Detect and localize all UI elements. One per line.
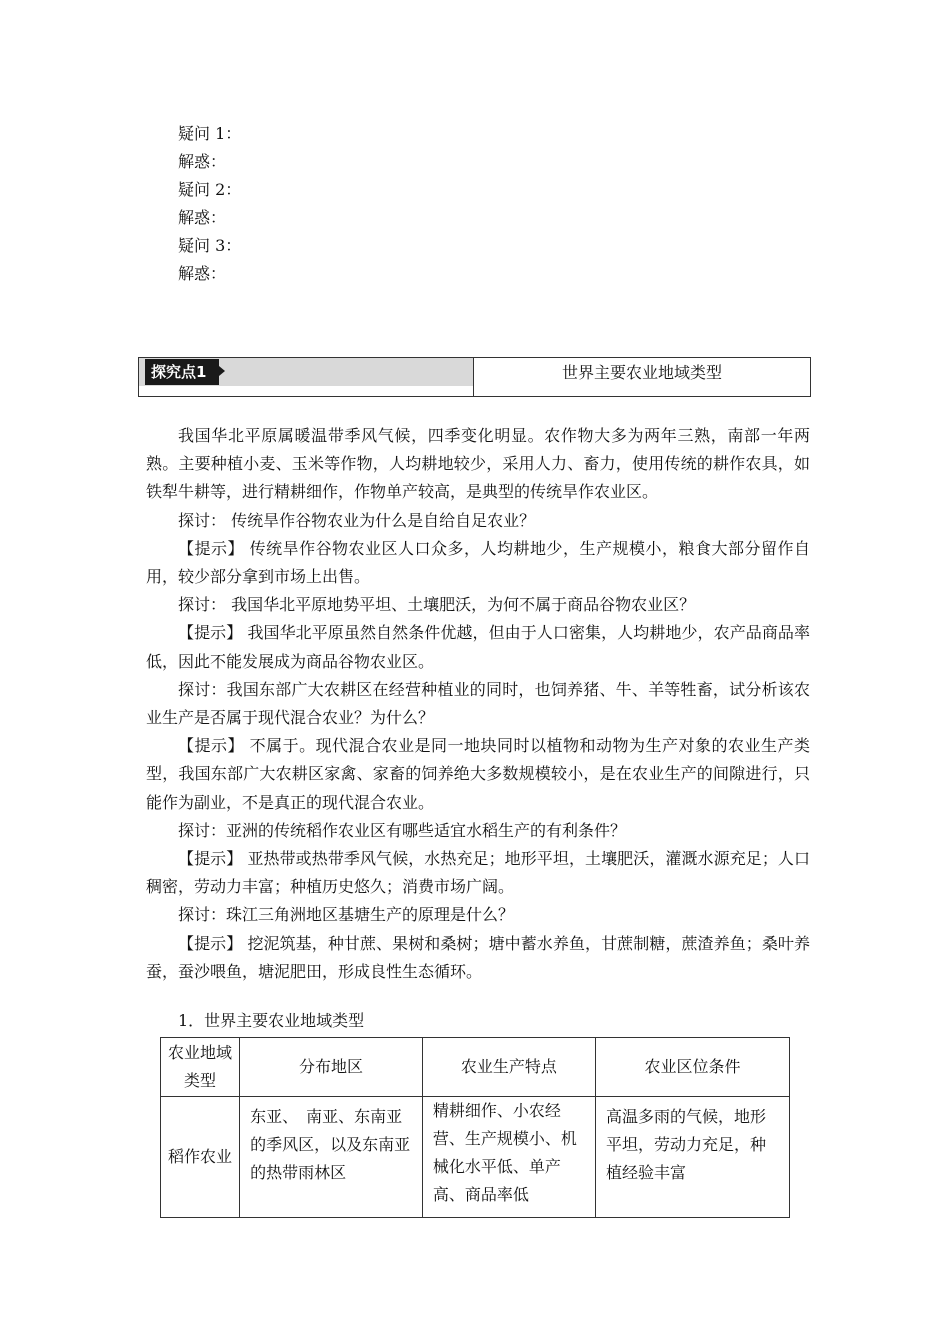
discussion-question: 探讨： 传统旱作谷物农业为什么是自给自足农业？ xyxy=(178,510,536,530)
header-features: 农业生产特点 xyxy=(422,1038,595,1097)
header-type: 农业地域类型 xyxy=(161,1038,240,1097)
cell-conditions: 高温多雨的气候，地形平坦，劳动力充足，种植经验丰富 xyxy=(595,1097,789,1218)
section-badge: 探究点1 xyxy=(145,359,219,385)
answer-line: 解惑： xyxy=(178,208,227,227)
answer-line: 解惑： xyxy=(178,152,227,171)
intro-paragraph: 我国华北平原属暖温带季风气候，四季变化明显。农作物大多为两年三熟，南部一年两熟。主要种植小麦、玉米等作物，人均耕地较少，采用人力、畜力，使用传统的耕作农具，如铁犁牛耕等，进行精耕细作，作物单产较高，是典型的传统旱作农业区。 xyxy=(146,426,810,502)
question-list xyxy=(178,120,241,288)
badge-arrow-icon xyxy=(219,366,225,376)
hint-paragraph: 【提示】 我国华北平原虽然自然条件优越，但由于人口密集，人均耕地少，农产品商品率低，因此不能发展成为商品谷物农业区。 xyxy=(146,623,810,671)
section-header xyxy=(138,357,811,397)
section-title: 世界主要农业地域类型 xyxy=(561,363,722,382)
question-line: 疑问 1： xyxy=(178,124,242,143)
discussion-question: 探讨：珠江三角洲地区基塘生产的原理是什么？ xyxy=(178,905,515,925)
hint-paragraph: 【提示】 传统旱作谷物农业区人口众多，人均耕地少，生产规模小，粮食大部分留作自用，较少部分拿到市场上出售。 xyxy=(146,538,810,587)
discussion-question: 探讨： 我国华北平原地势平坦、土壤肥沃，为何不属于商品谷物农业区？ xyxy=(178,595,696,615)
discussion-question: 探讨：亚洲的传统稻作农业区有哪些适宜水稻生产的有利条件？ xyxy=(178,820,627,840)
agriculture-table xyxy=(160,1037,790,1218)
section-header-band xyxy=(139,358,473,386)
table-title: 1．世界主要农业地域类型 xyxy=(178,1011,365,1030)
body-text xyxy=(146,422,810,986)
answer-line: 解惑： xyxy=(178,264,227,283)
question-line: 疑问 3： xyxy=(178,236,242,255)
header-distribution: 分布地区 xyxy=(240,1038,423,1097)
hint-paragraph: 【提示】 挖泥筑基，种甘蔗、果树和桑树；塘中蓄水养鱼，甘蔗制糖，蔗渣养鱼；桑叶养蚕，蚕沙喂鱼，塘泥肥田，形成良性生态循环。 xyxy=(146,933,810,981)
table-row xyxy=(161,1097,790,1218)
discussion-question: 探讨：我国东部广大农耕区在经营种植业的同时，也饲养猪、牛、羊等牲畜，试分析该农业生产是否属于现代混合农业？为什么？ xyxy=(146,679,810,728)
hint-paragraph: 【提示】 不属于。现代混合农业是同一地块同时以植物和动物为生产对象的农业生产类型，我国东部广大农耕区家禽、家畜的饲养绝大多数规模较小，是在农业生产的间隙进行，只能作为副业，不是真正的现代混合农业。 xyxy=(146,736,810,812)
table-header-row xyxy=(161,1038,790,1097)
hint-paragraph: 【提示】 亚热带或热带季风气候，水热充足；地形平坦，土壤肥沃，灌溉水源充足；人口稠密，劳动力丰富；种植历史悠久；消费市场广阔。 xyxy=(146,849,810,897)
cell-type: 稻作农业 xyxy=(161,1097,240,1218)
header-conditions: 农业区位条件 xyxy=(595,1038,789,1097)
question-line: 疑问 2： xyxy=(178,180,242,199)
cell-features: 精耕细作、小农经营、生产规模小、机械化水平低、单产高、商品率低 xyxy=(422,1097,595,1218)
cell-distribution: 东亚、 南亚、东南亚的季风区，以及东南亚的热带雨林区 xyxy=(240,1097,423,1218)
